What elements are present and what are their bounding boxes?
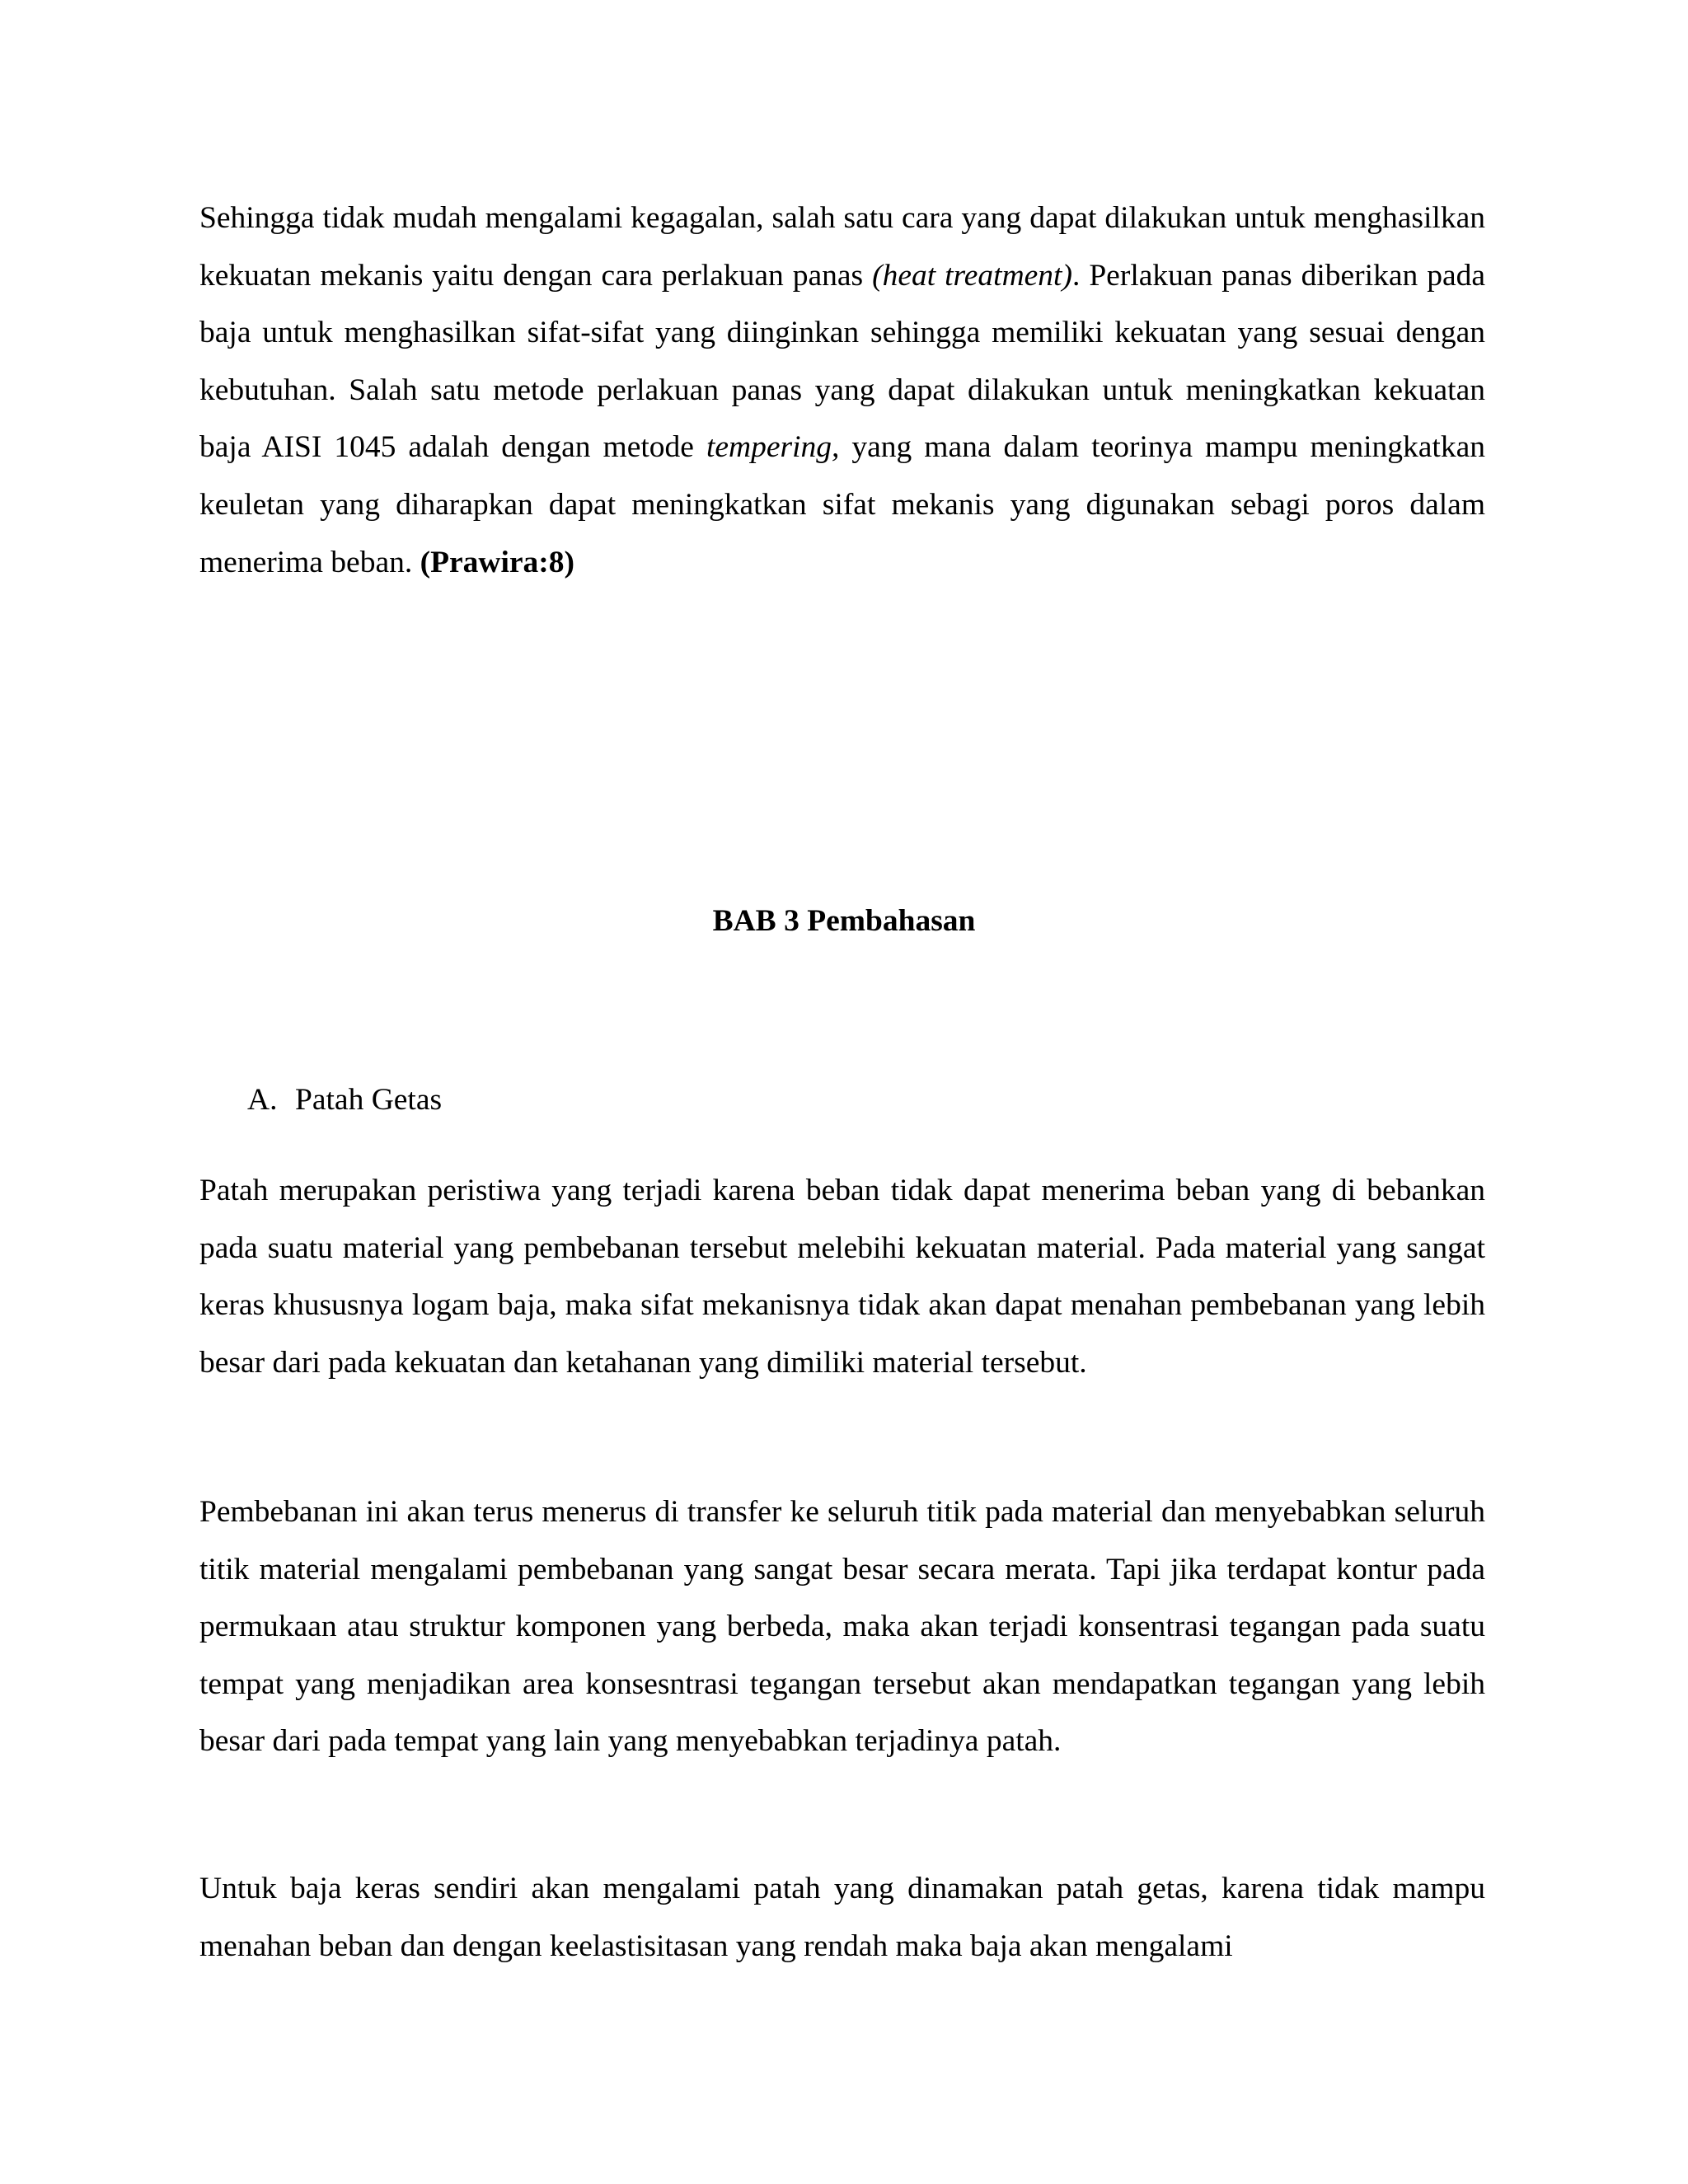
section-heading: [247, 1071, 442, 1129]
intro-text-3: yang mana dalam teorinya mampu meningkatkan keuletan yang diharapkan dapat meningkatkan sifat mekanis yang digunakan sebagi poros dalam menerima beban.: [199, 430, 1485, 579]
intro-text-2: . Perlakuan panas diberikan pada baja untuk menghasilkan sifat-sifat yang diinginkan sehingga memiliki kekuatan yang sesuai dengan kebutuhan. Salah satu metode perlakuan panas yang dapat dilakukan untuk meningkatkan kekuatan baja AISI 1045 adalah dengan metode: [199, 258, 1486, 465]
chapter-title: BAB 3 Pembahasan: [712, 904, 976, 938]
section-marker: A.: [247, 1083, 278, 1117]
section-title: Patah Getas: [295, 1083, 443, 1117]
intro-italic-tempering: tempering,: [706, 430, 840, 465]
intro-text-1: Sehingga tidak mudah mengalami kegagalan, salah satu cara yang dapat dilakukan untuk menghasilkan kekuatan mekanis yaitu dengan cara perlakuan panas: [199, 201, 1485, 293]
intro-citation: (Prawira:8): [420, 545, 575, 579]
paragraph-pembebanan: Pembebanan ini akan terus menerus di transfer ke seluruh titik pada material dan menyebabkan seluruh titik material mengalami pembebanan yang sangat besar secara merata. Tapi jika terdapat kontur pada permukaan atau struktur komponen yang berbeda, maka akan terjadi konsentrasi tegangan pada suatu tempat yang menjadikan area konsesntrasi tegangan tersebut akan mendapatkan tegangan yang lebih besar dari pada tempat yang lain yang menyebabkan terjadinya patah.: [199, 1495, 1485, 1759]
paragraph-patah: Patah merupakan peristiwa yang terjadi karena beban tidak dapat menerima beban yang di bebankan pada suatu material yang pembebanan tersebut melebihi kekuatan material. Pada material yang sangat keras khususnya logam baja, maka sifat mekanisnya tidak akan dapat menahan pembebanan yang lebih besar dari pada kekuatan dan ketahanan yang dimiliki material tersebut.: [199, 1174, 1485, 1380]
intro-italic-heat-treatment: (heat treatment): [872, 258, 1072, 293]
intro-paragraph: [199, 190, 1485, 591]
paragraph-untuk: Untuk baja keras sendiri akan mengalami patah yang dinamakan patah getas, karena tidak mampu menahan beban dan dengan keelastisitasan yang rendah maka baja akan mengalami: [199, 1872, 1485, 1963]
